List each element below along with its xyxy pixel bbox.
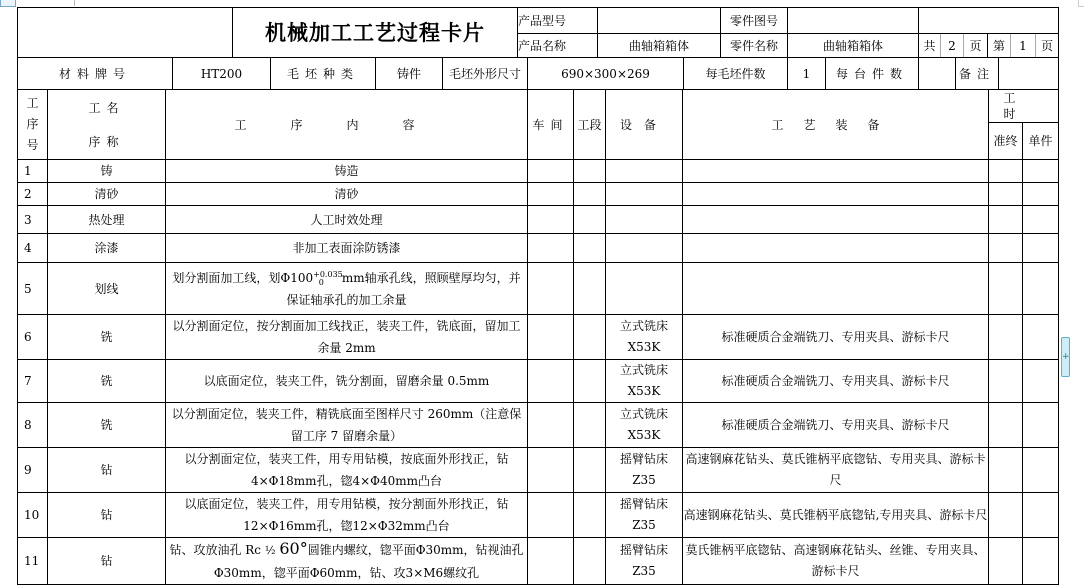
unit-time-cell[interactable] [1023,183,1059,206]
workshop-cell[interactable] [528,183,574,206]
unit-time-cell[interactable] [1023,448,1059,493]
prep-time-cell[interactable] [989,160,1023,183]
equipment-cell[interactable] [606,315,683,360]
equipment-cell[interactable] [606,493,683,538]
material-table [17,57,1059,90]
workshop-cell[interactable] [528,403,574,448]
tooling-cell[interactable]: 莫氏锥柄平底锪钻、高速钢麻花钻头、丝锥、专用夹具、游标卡尺 [683,538,989,585]
tooling-cell[interactable]: 标准硬质合金端铣刀、专用夹具、游标卡尺 [683,403,989,448]
total-label: 共 [919,34,941,58]
content-text: 铸造 [334,164,359,178]
equipment-cell[interactable] [606,448,683,493]
op-content[interactable] [166,538,528,585]
equipment-cell[interactable] [606,403,683,448]
seq-no: 3 [18,206,48,234]
section-cell[interactable] [574,160,606,183]
section-cell[interactable] [574,403,606,448]
blank-size-label: 毛坯外形尺寸 [443,58,528,90]
table-row [18,538,1059,585]
equipment-model: X53K [627,428,661,442]
equipment-model: X53K [627,384,661,398]
op-name[interactable]: 铣 [48,360,166,403]
tooling-cell[interactable] [683,160,989,183]
table-row [18,263,1059,315]
op-content[interactable] [166,403,528,448]
section-cell[interactable] [574,183,606,206]
unit-time-cell[interactable] [1023,403,1059,448]
tooling-cell[interactable]: 高速钢麻花钻头、莫氏锥柄平底锪钻、专用夹具、游标卡尺 [683,448,989,493]
seq-no: 4 [18,234,48,263]
section-cell[interactable] [574,206,606,234]
unit-time-cell[interactable] [1023,538,1059,585]
blank-cell [919,8,1059,34]
content-text: 以分割面定位，装夹工件，精铣底面至图样尺寸 260mm（注意保留工序 7 留磨余量） [171,407,522,443]
equipment-cell[interactable] [606,234,683,263]
page-title: 机械加工工艺过程卡片 [233,8,518,58]
seq-no: 9 [18,448,48,493]
content-text: 以分割面定位，按分割面加工线找正，装夹工件，铣底面，留加工余量 2mm [172,319,521,355]
part-drawing-label: 零件图号 [721,8,788,34]
prep-time-cell[interactable] [989,315,1023,360]
unit-time-cell[interactable] [1023,315,1059,360]
workshop-cell[interactable] [528,448,574,493]
product-model-label: 产品型号 [518,8,598,34]
tooling-cell[interactable]: 标准硬质合金端铣刀、专用夹具、游标卡尺 [683,360,989,403]
thread-angle: 60° [279,539,308,558]
workshop-cell[interactable] [528,234,574,263]
current-label: 第 [988,34,1011,58]
section-cell[interactable] [574,493,606,538]
content-text-b: 圆锥内螺纹，锪平面Φ30mm，钻视油孔Φ30mm，锪平面Φ60mm，钻、攻3×M6螺纹孔 [213,543,524,580]
table-row [18,493,1059,538]
col-seq-no: 工序号 [18,90,48,160]
prep-time-cell[interactable] [989,360,1023,403]
tooling-cell[interactable] [683,234,989,263]
op-content[interactable] [166,493,528,538]
expand-panel-handle-icon[interactable]: + [1061,337,1070,377]
seq-no: 7 [18,360,48,403]
col-unit: 单件 [1023,123,1059,160]
workshop-cell[interactable] [528,160,574,183]
equipment-name: 立式铣床 [619,363,668,377]
unit-time-cell[interactable] [1023,360,1059,403]
op-content[interactable] [166,263,528,315]
col-content: 工序内容 [166,90,528,160]
op-name[interactable]: 清砂 [48,183,166,206]
seq-no: 2 [18,183,48,206]
prep-time-cell[interactable] [989,448,1023,493]
blank-size-value[interactable]: 690×300×269 [528,58,684,90]
prep-time-cell[interactable] [989,206,1023,234]
unit-time-cell[interactable] [1023,234,1059,263]
unit-time-cell[interactable] [1023,263,1059,315]
prep-time-cell[interactable] [989,538,1023,585]
section-cell[interactable] [574,315,606,360]
op-content[interactable] [166,448,528,493]
equipment-cell[interactable] [606,263,683,315]
content-text-a: 钻、攻放油孔 Rc [169,543,265,557]
current-page[interactable]: 1 [1011,34,1036,58]
unit-time-cell[interactable] [1023,206,1059,234]
equipment-cell[interactable] [606,360,683,403]
tolerance-upper: +0.035 [313,269,343,279]
tooling-cell[interactable] [683,263,989,315]
collapse-toggle-icon[interactable] [0,0,16,7]
tolerance-lower: 0 [318,277,324,287]
op-content[interactable] [166,360,528,403]
content-text: 以分割面定位，装夹工件，用专用钻模，按底面外形找正，钻4×Φ18mm孔，锪4×Φ40mm凸台 [184,452,509,488]
seq-no: 8 [18,403,48,448]
content-text-a: 划分割面加工线，划Φ100 [172,270,314,285]
section-cell[interactable] [574,263,606,315]
col-section: 工段 [574,90,606,160]
content-text: 清砂 [334,187,359,201]
ruler-divider [74,0,75,6]
prep-time-cell[interactable] [989,234,1023,263]
op-name[interactable]: 钻 [48,448,166,493]
card-header-table [17,7,1059,58]
content-text: 以底面定位，装夹工件，铣分割面，留磨余量 0.5mm [203,374,490,388]
workshop-cell[interactable] [528,206,574,234]
col-prep: 准终 [989,123,1023,160]
equipment-cell[interactable] [606,538,683,585]
col-op-name [48,90,166,160]
part-name-label: 零件名称 [721,34,788,58]
part-name-value[interactable]: 曲轴箱箱体 [788,34,919,58]
per-unit-value[interactable] [919,58,956,90]
op-name[interactable]: 划线 [48,263,166,315]
material-label: 材料牌号 [18,58,173,90]
workshop-cell[interactable] [528,315,574,360]
tooling-cell[interactable] [683,183,989,206]
thread-fraction: ½ [264,544,276,557]
section-cell[interactable] [574,234,606,263]
workshop-cell[interactable] [528,493,574,538]
process-table [17,89,1059,585]
equipment-model: Z35 [632,473,656,487]
section-cell[interactable] [574,538,606,585]
logo-cell [18,8,233,58]
table-row [18,234,1059,263]
op-content[interactable] [166,183,528,206]
col-equipment: 设备 [606,90,683,160]
content-text: 非加工表面涂防锈漆 [292,241,401,255]
blank-type-label: 毛坯种类 [271,58,376,90]
table-row [18,183,1059,206]
per-unit-label: 每台件数 [826,58,919,90]
section-cell[interactable] [574,360,606,403]
per-blank-label: 每毛坯件数 [684,58,788,90]
table-row [18,206,1059,234]
op-name[interactable]: 钻 [48,493,166,538]
table-row [18,403,1059,448]
seq-no: 1 [18,160,48,183]
col-tooling: 工艺装备 [683,90,989,160]
content-text: 以底面定位，装夹工件，用专用钻模，按分割面外形找正，钻12×Φ16mm孔，锪12×Φ32mm凸台 [184,497,509,533]
seq-no: 6 [18,315,48,360]
col-op-name-bottom: 序称 [88,134,125,149]
op-name[interactable]: 钻 [48,538,166,585]
table-row [18,315,1059,360]
op-content[interactable] [166,234,528,263]
section-cell[interactable] [574,448,606,493]
page-unit: 页 [964,34,988,58]
seq-no: 10 [18,493,48,538]
prep-time-cell[interactable] [989,493,1023,538]
equipment-cell[interactable] [606,183,683,206]
total-pages[interactable]: 2 [941,34,964,58]
seq-no: 11 [18,538,48,585]
tooling-cell[interactable] [683,206,989,234]
op-content[interactable] [166,160,528,183]
workshop-cell[interactable] [528,263,574,315]
col-hours: 工时 [989,90,1059,123]
part-drawing-value[interactable] [788,8,919,34]
workshop-cell[interactable] [528,538,574,585]
equipment-cell[interactable] [606,206,683,234]
product-model-value[interactable] [598,8,721,34]
op-name[interactable]: 铣 [48,403,166,448]
prep-time-cell[interactable] [989,263,1023,315]
equipment-name: 立式铣床 [619,319,668,333]
prep-time-cell[interactable] [989,403,1023,448]
workshop-cell[interactable] [528,360,574,403]
op-name[interactable]: 热处理 [48,206,166,234]
op-name[interactable]: 铣 [48,315,166,360]
blank-type-value[interactable]: 铸件 [376,58,443,90]
col-workshop: 车间 [528,90,574,160]
table-row [18,160,1059,183]
unit-time-cell[interactable] [1023,493,1059,538]
unit-time-cell[interactable] [1023,160,1059,183]
seq-no: 5 [18,263,48,315]
equipment-cell[interactable] [606,160,683,183]
equipment-name: 摇臂钻床 [619,497,668,511]
equipment-name: 立式铣床 [619,407,668,421]
content-text-b: mm轴承孔线，照顾壁厚均匀，并保证轴承孔的加工余量 [286,270,521,307]
per-blank-value[interactable]: 1 [788,58,826,90]
window-corner [1078,0,1084,7]
op-content[interactable] [166,206,528,234]
prep-time-cell[interactable] [989,183,1023,206]
remark-value[interactable] [999,58,1059,90]
equipment-name: 摇臂钻床 [619,452,668,466]
table-row [18,448,1059,493]
op-name[interactable]: 铸 [48,160,166,183]
col-op-name-top: 工名 [88,100,125,115]
op-content[interactable] [166,315,528,360]
equipment-model: Z35 [632,518,656,532]
equipment-model: Z35 [632,564,656,578]
tooling-cell[interactable]: 高速钢麻花钻头、莫氏锥柄平底锪钻,专用夹具、游标卡尺 [683,493,989,538]
page-unit-2: 页 [1036,34,1059,58]
table-row [18,360,1059,403]
op-name[interactable]: 涂漆 [48,234,166,263]
tooling-cell[interactable]: 标准硬质合金端铣刀、专用夹具、游标卡尺 [683,315,989,360]
material-value[interactable]: HT200 [173,58,271,90]
equipment-name: 摇臂钻床 [619,543,668,557]
equipment-model: X53K [627,340,661,354]
remark-label: 备注 [956,58,999,90]
product-name-label: 产品名称 [518,34,598,58]
product-name-value[interactable]: 曲轴箱箱体 [598,34,721,58]
content-text: 人工时效处理 [310,212,383,227]
